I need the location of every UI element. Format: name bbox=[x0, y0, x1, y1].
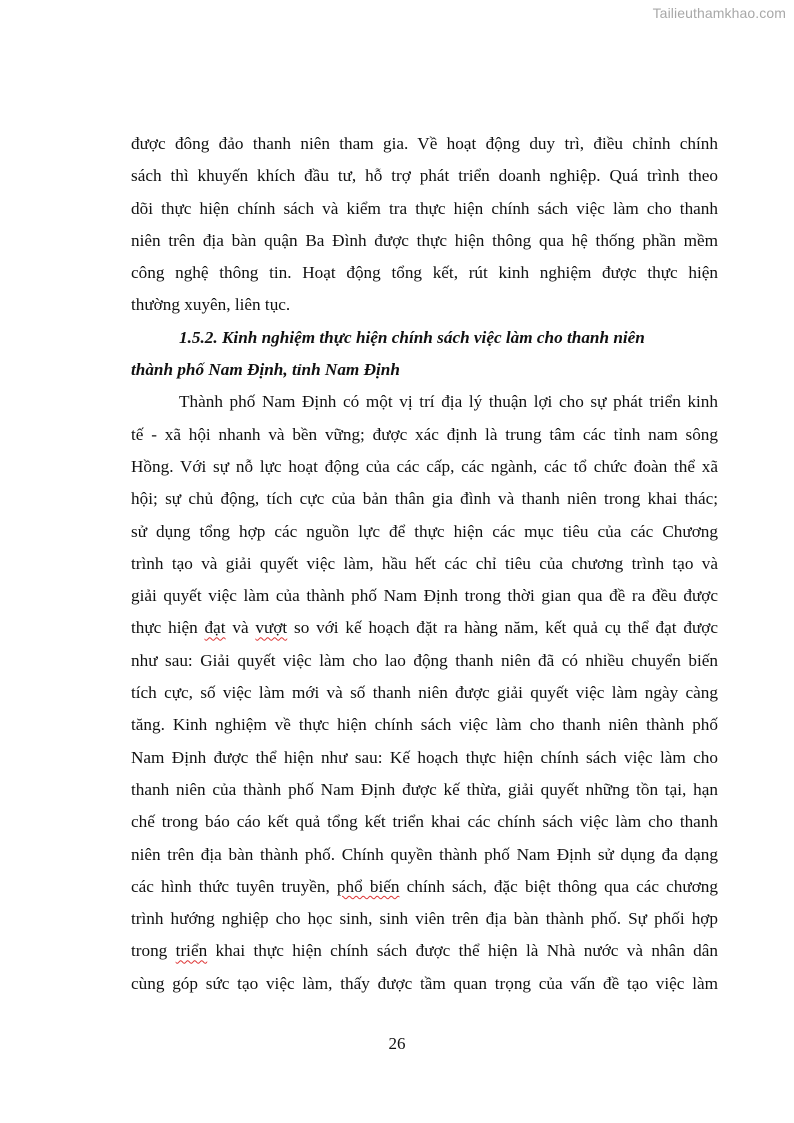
text-line: tăng. Kinh nghiệm về thực hiện chính sách việc làm cho thanh niên thành phố bbox=[131, 715, 718, 735]
text-segment: và bbox=[225, 618, 256, 638]
text-line bbox=[131, 871, 718, 903]
text-line: trình tạo và giải quyết việc làm, hầu hết các chỉ tiêu của chương trình tạo và bbox=[131, 553, 718, 573]
text-line: niên trên địa bàn quận Ba Đình được thực hiện thông qua hệ thống phần mềm bbox=[131, 230, 718, 250]
paragraph-2 bbox=[131, 386, 718, 1000]
text-line: trình hướng nghiệp cho học sinh, sinh viên trên địa bàn thành phố. Sự phối hợp bbox=[131, 909, 718, 929]
text-line: được đông đảo thanh niên tham gia. Về hoạt động duy trì, điều chỉnh chính bbox=[131, 134, 718, 153]
text-segment: trong bbox=[131, 941, 176, 961]
heading-line: 1.5.2. Kinh nghiệm thực hiện chính sách việc làm cho thanh niên bbox=[179, 327, 645, 347]
text-line: cùng góp sức tạo việc làm, thấy được tầm quan trọng của vấn đề tạo việc làm bbox=[131, 973, 718, 993]
text-segment: khai thực hiện chính sách được thể hiện là Nhà nước và nhân dân bbox=[207, 941, 719, 961]
text-segment: thực hiện bbox=[131, 618, 205, 638]
spellcheck-underlined-word: vượt bbox=[255, 618, 288, 638]
spellcheck-underlined-word: phổ biến bbox=[336, 876, 400, 896]
text-line: Nam Định được thể hiện như sau: Kế hoạch thực hiện chính sách việc làm cho bbox=[131, 747, 718, 767]
text-line: Hồng. Với sự nỗ lực hoạt động của các cấp, các ngành, các tổ chức đoàn thể xã bbox=[131, 456, 718, 476]
text-line: tích cực, số việc làm mới và số thanh niên được giải quyết việc làm ngày càng bbox=[131, 683, 718, 703]
text-line: chế trong báo cáo kết quả tổng kết triển khai các chính sách việc làm cho thanh bbox=[131, 812, 718, 832]
text-line: thanh niên của thành phố Nam Định được kế thừa, giải quyết những tồn tại, hạn bbox=[131, 779, 718, 799]
text-line bbox=[131, 935, 718, 967]
section-heading bbox=[131, 322, 718, 387]
spellcheck-underlined-word: đạt bbox=[204, 618, 226, 638]
page-number: 26 bbox=[388, 1034, 406, 1053]
spellcheck-underlined-word: triển bbox=[175, 941, 208, 961]
text-line: như sau: Giải quyết việc làm cho lao động thanh niên đã có nhiều chuyển biến bbox=[131, 650, 718, 670]
heading-line: thành phố Nam Định, tỉnh Nam Định bbox=[131, 360, 400, 380]
text-line: Thành phố Nam Định có một vị trí địa lý thuận lợi cho sự phát triển kinh bbox=[179, 392, 718, 412]
paragraph-1 bbox=[131, 128, 718, 322]
text-line: thường xuyên, liên tục. bbox=[131, 295, 291, 315]
text-segment: chính sách, đặc biệt thông qua các chương bbox=[399, 876, 718, 896]
text-line: sách thì khuyến khích đầu tư, hỗ trợ phát triển doanh nghiệp. Quá trình theo bbox=[131, 166, 718, 186]
text-line: công nghệ thông tin. Hoạt động tổng kết, rút kinh nghiệm được thực hiện bbox=[131, 263, 718, 283]
text-segment: các hình thức tuyên truyền, bbox=[131, 876, 337, 896]
text-line: niên trên địa bàn thành phố. Chính quyền thành phố Nam Định sử dụng đa dạng bbox=[131, 844, 718, 864]
text-line: sử dụng tổng hợp các nguồn lực để thực hiện các mục tiêu của các Chương bbox=[131, 521, 718, 541]
document-page bbox=[131, 128, 718, 1000]
text-segment: so với kế hoạch đặt ra hàng năm, kết quả cụ thể đạt được bbox=[287, 618, 718, 638]
text-line: hội; sự chủ động, tích cực của bản thân gia đình và thanh niên trong khai thác; bbox=[131, 489, 718, 509]
text-line: tế - xã hội nhanh và bền vững; được xác định là trung tâm các tỉnh nam sông bbox=[131, 424, 718, 444]
text-line bbox=[131, 612, 718, 644]
watermark: Tailieuthamkhao.com bbox=[652, 5, 786, 21]
text-line: giải quyết việc làm của thành phố Nam Định trong thời gian qua đề ra đều được bbox=[131, 586, 718, 606]
text-line: dõi thực hiện chính sách và kiểm tra thực hiện chính sách việc làm cho thanh bbox=[131, 198, 718, 218]
